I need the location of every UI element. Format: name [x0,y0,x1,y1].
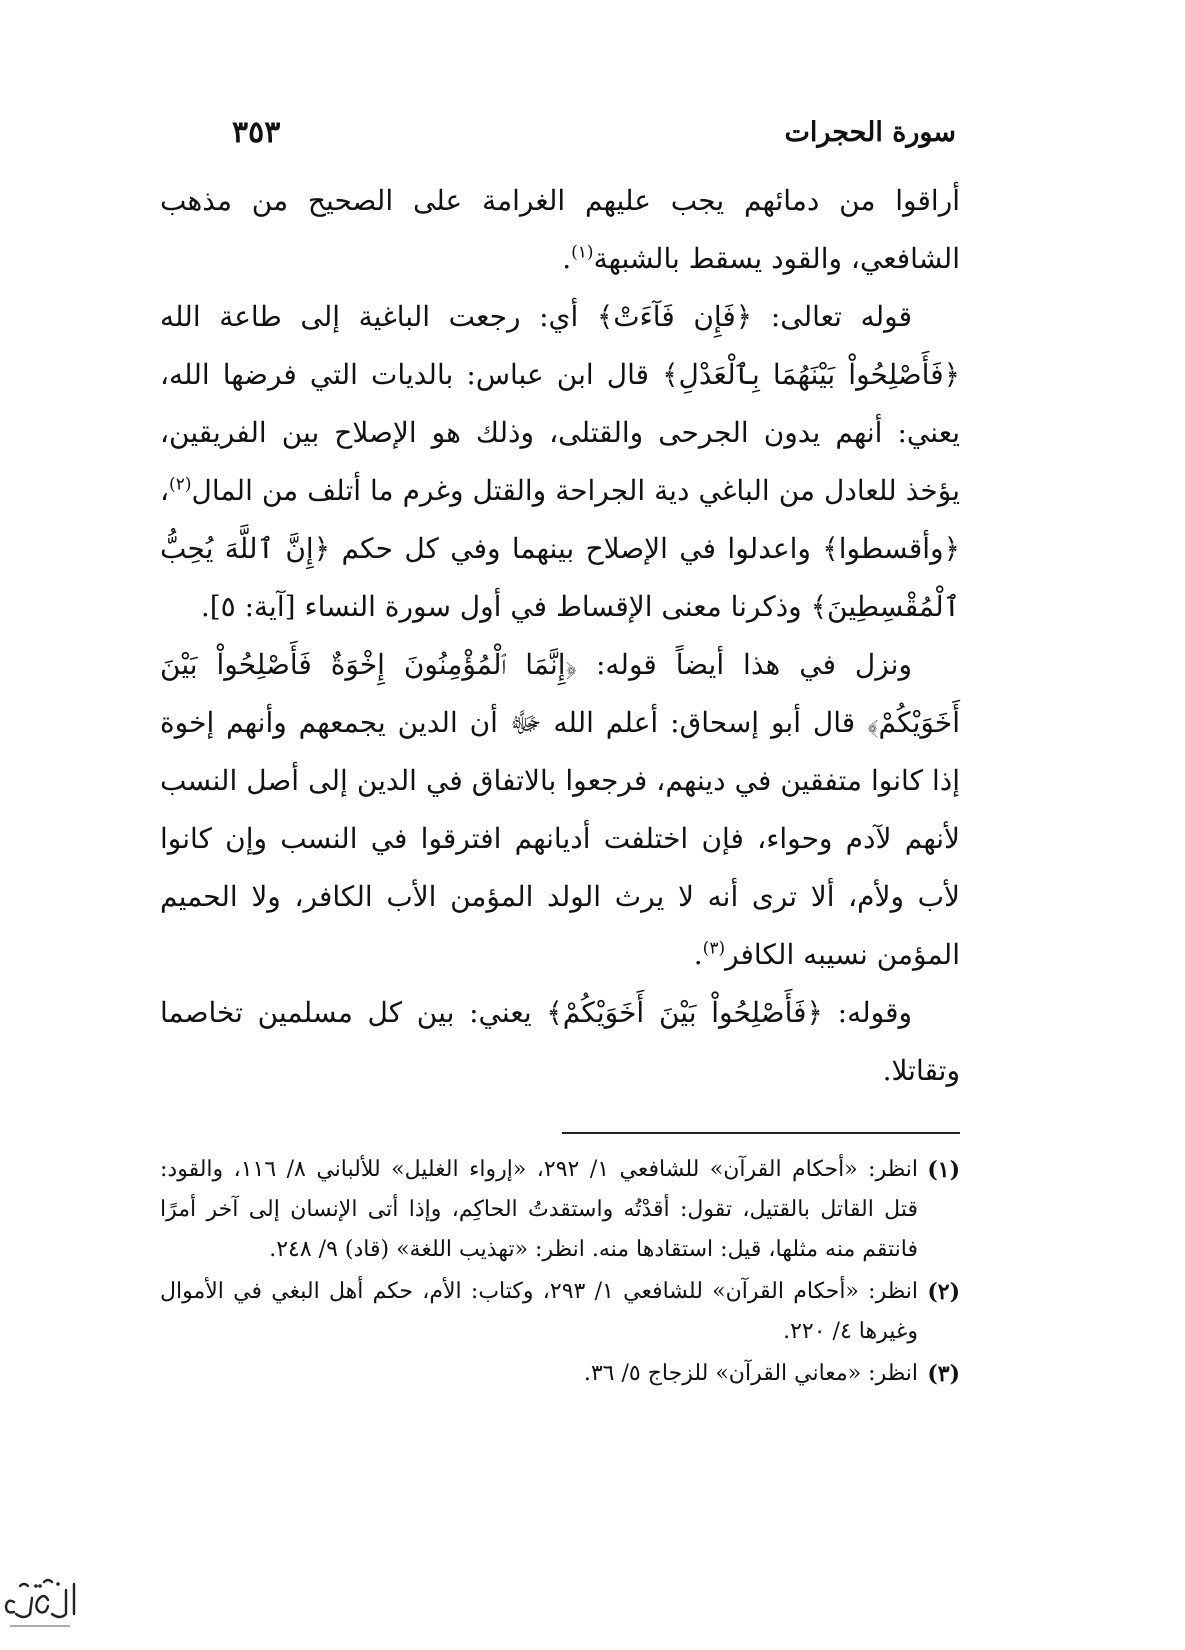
text-run: وقوله: [822,996,912,1029]
footnote-1 [160,1150,960,1270]
footnote-2 [160,1272,960,1352]
quran-verse: ﴿إِنَّمَا ٱلْمُؤْمِنُونَ إِخْوَةٌ فَأَصْلِحُواْ بَيْنَ أَخَوَيْكُمْ﴾ [160,648,960,739]
paragraph-4 [160,984,960,1100]
text-run: قال أبو إسحاق: أعلم الله ﷻ أن الدين يجمعهم وأنهم إخوة إذا كانوا متفقين في دينهم، فرجعوا بالاتفاق في الدين إلى أصل النسب لأنهم لآدم وحواء، فإن اختلفت أديانهم افترقوا في النسب وإن كانوا لأب ولأم، ألا ترى أنه لا يرث الولد المؤمن الأب الكافر، ولا الحميم المؤمن نسيبه الكافر [160,706,960,971]
text-run: . [693,938,703,971]
footnote-text: انظر: «أحكام القرآن» للشافعي ١/ ٢٩٢، «إرواء الغليل» للألباني ٨/ ١١٦، والقود: قتل القاتل بالقتيل، تقول: أقدْتُه واستقدتُ الحاكِم، وإذا أتى الإنسان إلى آخر أمرًا فانتقم منه مثلها، قيل: استقادها منه. انظر: «تهذيب اللغة» (قاد) ٩/ ٢٤٨. [160,1157,918,1262]
text-run: ونزل في هذا أيضاً قوله: [577,648,912,681]
text-run: أراقوا من دمائهم يجب عليهم الغرامة على الصحيح من مذهب الشافعي، والقود يسقط بالشبهة [160,184,960,275]
quran-verse: ﴿فَأَصْلِحُواْ بَيْنَهُمَا بِٱلْعَدْلِ﴾ [662,358,960,391]
watermark-logo-icon [0,1570,80,1634]
main-text [160,172,960,1100]
text-run: وذكرنا معنى الإقساط في أول سورة النساء [آية: ٥]. [200,590,811,623]
quran-verse: ﴿إِنَّ ٱللَّهَ يُحِبُّ ٱلْمُقْسِطِينَ﴾ [160,532,960,623]
footnote-ref-3: (٣) [702,938,726,959]
footnote-number: (٢) [927,1279,960,1305]
paragraph-3 [160,636,960,984]
running-head [232,112,956,152]
footnote-text: انظر: «معاني القرآن» للزجاج ٥/ ٣٦. [583,1361,918,1386]
quran-verse: ﴿فَأَصْلِحُواْ بَيْنَ أَخَوَيْكُمْ﴾ [546,996,823,1029]
text-run: يعني: بين كل مسلمين تخاصما وتقاتلا. [160,996,960,1087]
footnote-number: (١) [927,1157,960,1183]
quran-verse: ﴿وأقسطوا﴾ [822,532,960,565]
text-run: . [562,242,572,275]
footnote-number: (٣) [927,1361,960,1387]
text-run: ، [160,474,170,507]
text-run: أي: رجعت الباغية إلى طاعة الله [160,300,597,333]
footnotes [160,1150,960,1396]
footnote-ref-1: (١) [571,242,594,263]
footnote-3 [160,1354,960,1394]
footnote-ref-2: (٢) [169,474,192,495]
text-run: قال ابن عباس: بالديات التي فرضها الله، يعني: أنهم يدون الجرحى والقتلى، وذلك هو الإصلاح بين الفريقين، يؤخذ للعادل من الباغي دية الجراحة والقتل وغرم ما أتلف من المال [160,358,960,507]
footnote-separator [562,1132,960,1134]
text-run: قوله تعالى: [752,300,912,333]
surah-title: سورة الحجرات [784,116,956,148]
paragraph-1 [160,172,960,288]
paragraph-2 [160,288,960,636]
quran-verse: ﴿فَإِن فَآءَتْ﴾ [596,300,753,333]
footnote-text: انظر: «أحكام القرآن» للشافعي ١/ ٢٩٣، وكتاب: الأم، حكم أهل البغي في الأموال وغيرها ٤/ ٢٢٠. [160,1279,918,1344]
text-run: واعدلوا في الإصلاح بينهما وفي كل حكم [330,532,823,565]
page-number: ٣٥٣ [232,114,281,150]
